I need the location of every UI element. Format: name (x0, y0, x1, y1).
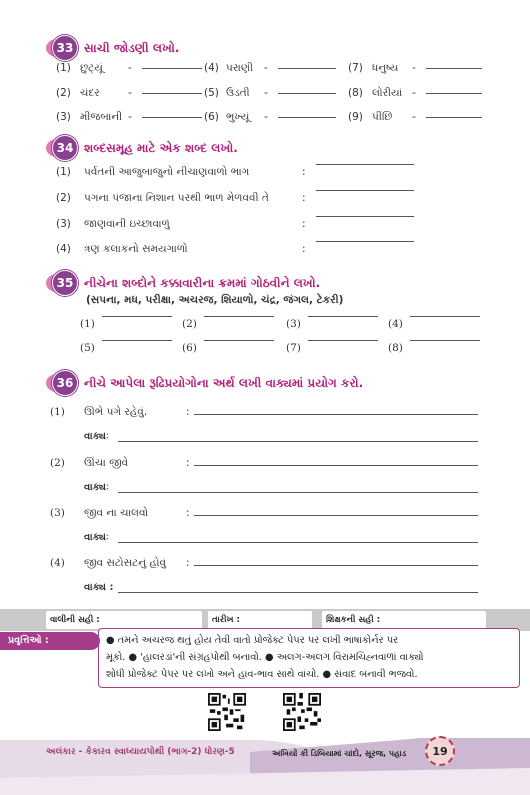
section-33-header (50, 35, 179, 61)
dash: - (412, 111, 416, 123)
meaning-line[interactable] (194, 465, 478, 466)
item-number: (5) (204, 87, 219, 99)
page-number: 19 (425, 736, 455, 766)
item-number: (8) (348, 87, 363, 99)
phrase: પર્વતની આજુબાજુનો નીચાણવાળો ભાગ (84, 166, 250, 178)
dash: - (412, 62, 416, 74)
misspelled-word: ભુખ્યૂં (226, 111, 250, 123)
order-number: (4) (388, 318, 403, 330)
answer-line[interactable] (278, 93, 336, 94)
section-badge: 34 (50, 135, 76, 161)
sentence-label: વાક્યઃ (84, 532, 109, 543)
order-number: (8) (388, 342, 403, 354)
answer-line[interactable] (142, 68, 202, 69)
qr-code-icon[interactable] (208, 693, 246, 731)
answer-line[interactable] (102, 316, 172, 317)
answer-line[interactable] (142, 117, 202, 118)
dash: - (264, 111, 268, 123)
answer-line[interactable] (204, 316, 274, 317)
misspelled-word: લોરીયાં (372, 87, 403, 99)
item-number: (4) (56, 243, 71, 255)
phrase: ત્રણ કલાકનો સમયગાળો (84, 243, 188, 255)
meaning-line[interactable] (194, 565, 478, 566)
item-number: (1) (56, 62, 71, 74)
section-35-header (50, 270, 320, 296)
item-number: (1) (50, 406, 65, 418)
idiom: જીવ ના ચાલવો (84, 507, 149, 519)
dash: - (128, 111, 132, 123)
order-number: (7) (286, 342, 301, 354)
section-35-title: નીચેના શબ્દોને કક્કાવારીના ક્રમમાં ગોઠવીને લખો. (84, 275, 321, 290)
item-number: (2) (50, 457, 65, 469)
answer-line[interactable] (426, 93, 482, 94)
sentence-label: વાક્ય : (84, 582, 114, 593)
answer-line[interactable] (308, 316, 378, 317)
chapter-title: અખિયોં કી ડિબિયામાં ચાંદો, સૂરજ, પહાડ (272, 749, 407, 758)
phrase: જાણવાની ઇચ્છાવાળું (84, 218, 170, 230)
sentence-line[interactable] (118, 542, 478, 543)
item-number: (6) (204, 111, 219, 123)
item-number: (3) (56, 218, 71, 230)
misspelled-word: ચંદર (80, 87, 100, 99)
item-number: (7) (348, 62, 363, 74)
misspelled-word: છુટ્યૂં (80, 62, 103, 74)
answer-line[interactable] (426, 68, 482, 69)
colon: : (186, 507, 190, 519)
section-badge: 35 (50, 270, 76, 296)
qr-code-icon[interactable] (283, 693, 321, 731)
answer-line[interactable] (316, 216, 414, 217)
section-36-title: નીચે આપેલા રૂઢિપ્રયોગોના અર્થ લખી વાક્યમાં પ્રયોગ કરો. (84, 375, 364, 390)
answer-line[interactable] (426, 117, 482, 118)
colon: : (302, 166, 306, 178)
answer-line[interactable] (410, 316, 480, 317)
sentence-label: વાક્યઃ (84, 482, 109, 493)
sentence-line[interactable] (118, 492, 478, 493)
misspelled-word: પીંછિ (372, 111, 393, 123)
item-number: (3) (50, 507, 65, 519)
item-number: (4) (204, 62, 219, 74)
misspelled-word: ઉડતી (226, 87, 250, 99)
meaning-line[interactable] (194, 515, 478, 516)
date-field[interactable]: તારીખ : (208, 611, 312, 629)
answer-line[interactable] (278, 68, 336, 69)
item-number: (4) (50, 557, 65, 569)
answer-line[interactable] (410, 340, 480, 341)
order-number: (2) (182, 318, 197, 330)
meaning-line[interactable] (194, 414, 478, 415)
section-33-title: સાચી જોડણી લખો. (84, 40, 180, 55)
answer-line[interactable] (142, 93, 202, 94)
misspelled-word: પરાણી (226, 62, 253, 74)
idiom: જીવ સટોસટનું હોવું (84, 557, 166, 569)
answer-line[interactable] (316, 190, 414, 191)
answer-line[interactable] (316, 241, 414, 242)
answer-line[interactable] (316, 164, 414, 165)
colon: : (302, 192, 306, 204)
colon: : (302, 243, 306, 255)
item-number: (9) (348, 111, 363, 123)
answer-line[interactable] (308, 340, 378, 341)
colon: : (186, 457, 190, 469)
answer-line[interactable] (204, 340, 274, 341)
sentence-label: વાક્યઃ (84, 431, 109, 442)
sentence-line[interactable] (118, 592, 478, 593)
order-number: (5) (80, 342, 95, 354)
dash: - (128, 62, 132, 74)
parent-signature-field[interactable]: વાલીની સહી : (46, 611, 202, 629)
item-number: (1) (56, 166, 71, 178)
section-badge: 33 (50, 35, 76, 61)
section-badge: 36 (50, 370, 76, 396)
order-number: (1) (80, 318, 95, 330)
activity-text: ● તમને અચરજ થતું હોય તેવી વાતો પ્રોજેક્ટ પેપર પર લખી ભાષાકોર્નર પર મૂકો. ● 'હાલરડાં'ની સંગ્રહપોથી બનાવો. ● અલગ-અલગ વિરામચિહ્નવાળાં વાક્યો શોધી પ્રોજેક્ટ પેપર પર લખો અને હાવ-ભાવ સાથે વાંચો. ● સંવાદ બનાવી ભજવો. (106, 635, 424, 680)
dash: - (128, 87, 132, 99)
section-34-header (50, 135, 238, 161)
section-36-header (50, 370, 363, 396)
colon: : (302, 218, 306, 230)
teacher-signature-field[interactable]: શિક્ષકની સહી : (322, 611, 486, 629)
answer-line[interactable] (278, 117, 336, 118)
section-34-title: શબ્દસમૂહ માટે એક શબ્દ લખો. (84, 140, 238, 155)
phrase: પગના પંજાના નિશાન પરથી ભાળ મેળવવી તે (84, 192, 269, 204)
misspelled-word: મીજબાની (80, 111, 123, 123)
colon: : (186, 557, 190, 569)
sentence-line[interactable] (118, 441, 478, 442)
dash: - (264, 62, 268, 74)
idiom: ઊંચા જીવે (84, 457, 129, 469)
order-number: (3) (286, 318, 301, 330)
order-number: (6) (182, 342, 197, 354)
item-number: (2) (56, 192, 71, 204)
activity-label: પ્રવૃત્તિઓ : (0, 632, 100, 650)
misspelled-word: ધનુષ્ય (372, 62, 399, 74)
item-number: (2) (56, 87, 71, 99)
dash: - (412, 87, 416, 99)
item-number: (3) (56, 111, 71, 123)
colon: : (186, 406, 190, 418)
word-list: (સપના, મધ, પરીક્ષા, અચરજ, શિયાળો, ચંદ્ર, જંગલ, ટેકરી) (86, 294, 344, 306)
book-title: અલંકાર - કેકારવ સ્વાધ્યાયપોથી (ભાગ-2) ધોરણ-5 (46, 747, 235, 757)
idiom: ઊભે પગે રહેવું. (84, 406, 148, 418)
answer-line[interactable] (102, 340, 172, 341)
dash: - (264, 87, 268, 99)
